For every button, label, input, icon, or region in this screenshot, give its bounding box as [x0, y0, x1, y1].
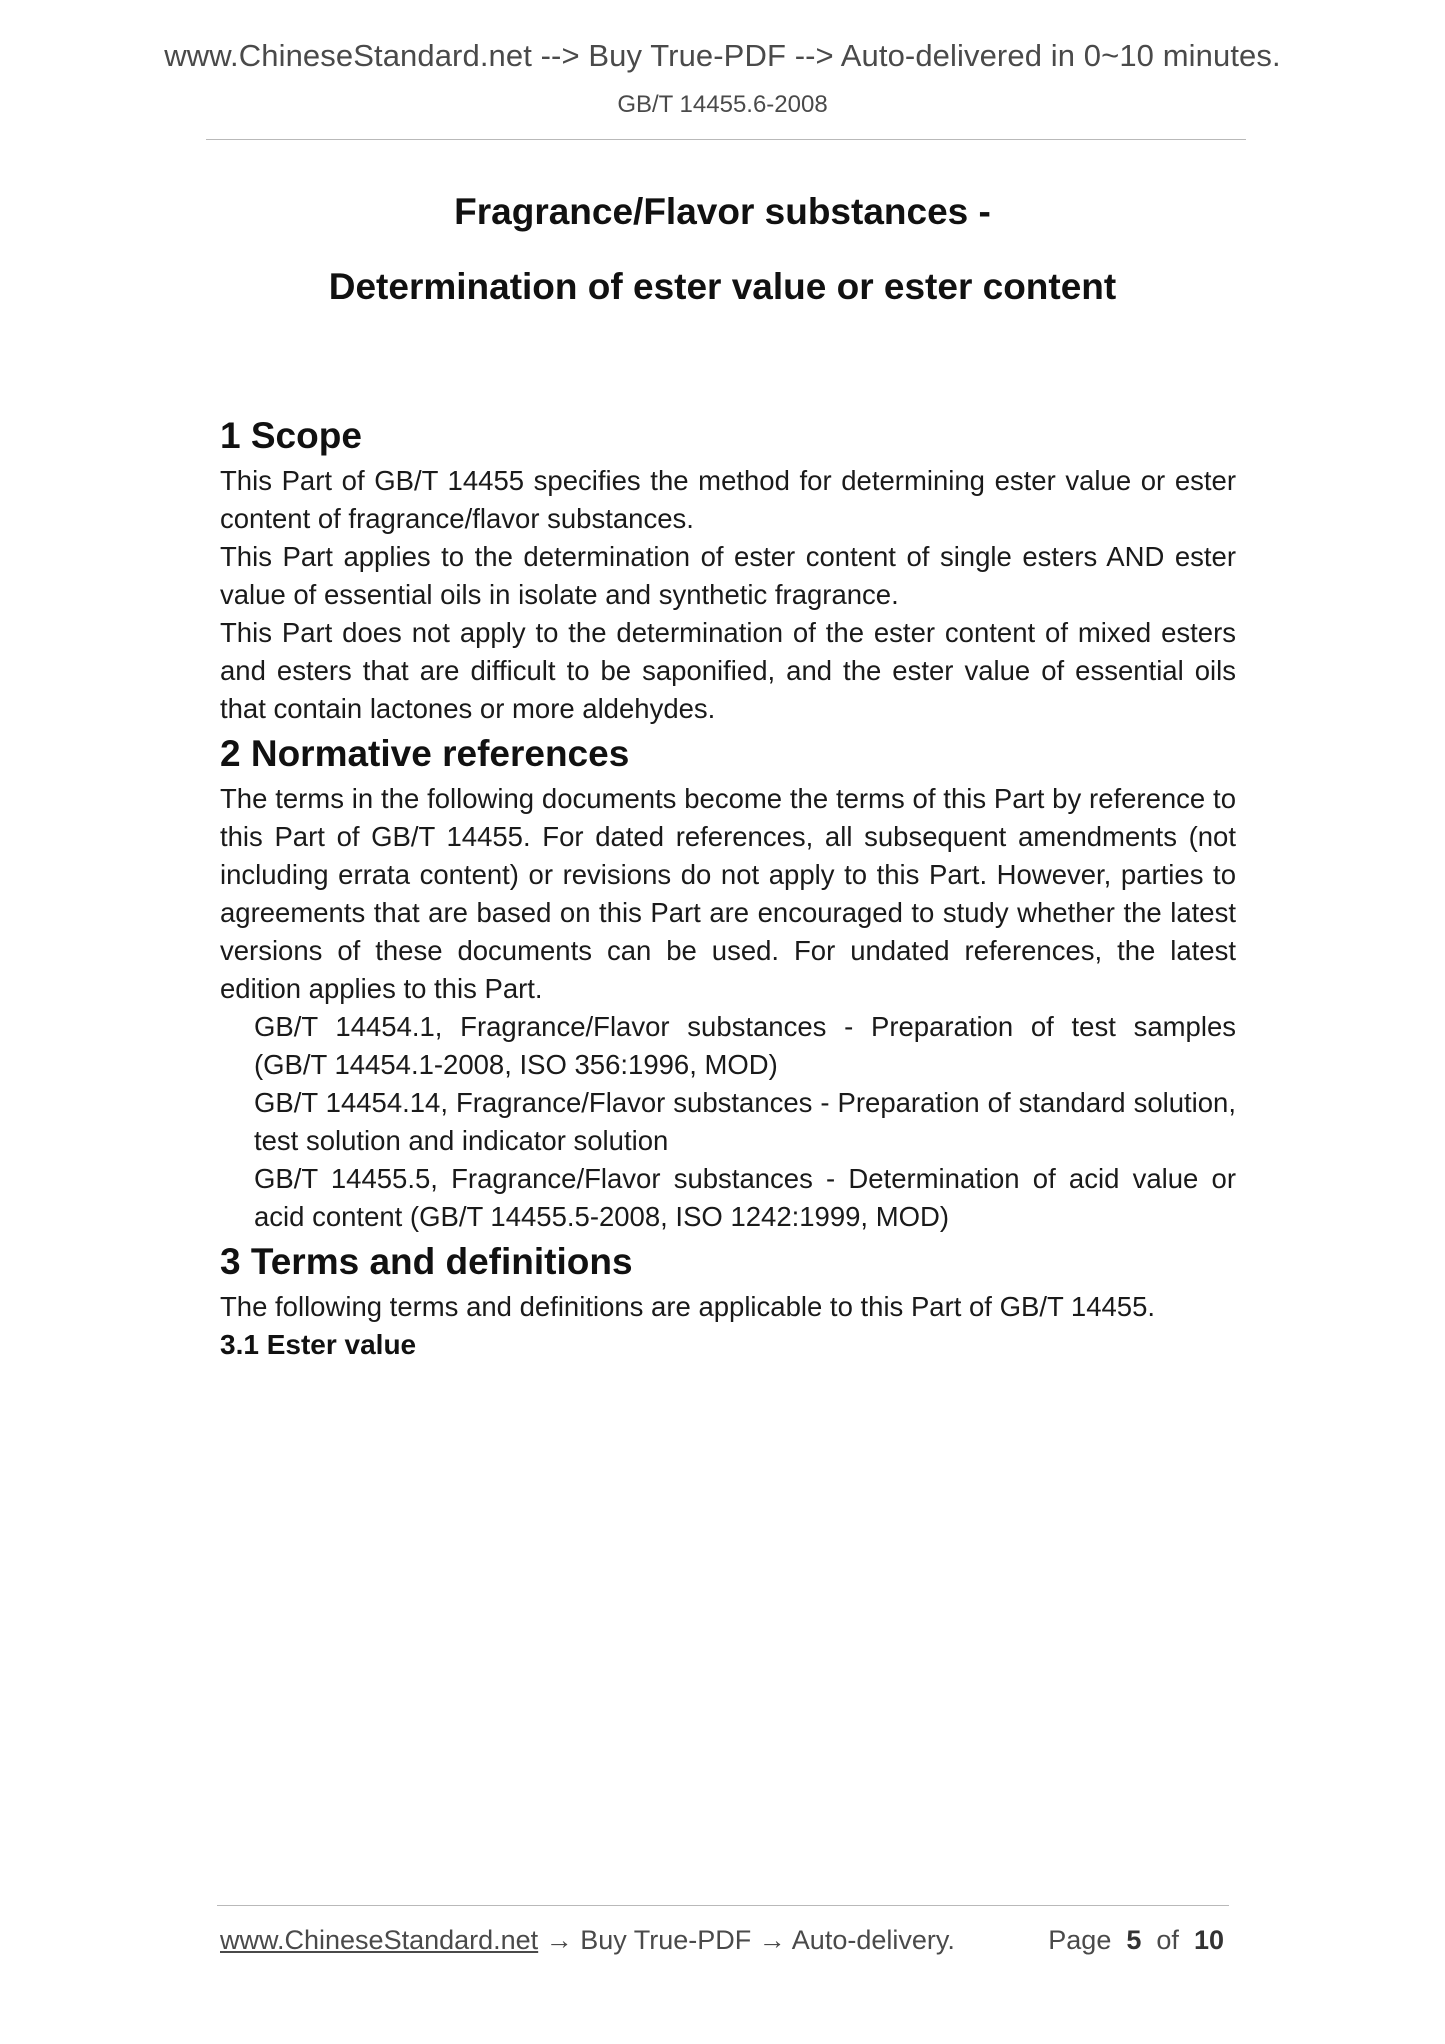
reference-item: GB/T 14454.1, Fragrance/Flavor substances - Preparation of test samples (GB/T 14454.1-2008, ISO 356:1996, MOD) — [254, 1011, 1236, 1080]
footer-divider — [217, 1905, 1229, 1906]
section-heading-scope: 1 Scope — [220, 415, 362, 456]
page-label: Page — [1048, 1925, 1112, 1955]
scope-paragraph-3: This Part does not apply to the determination of the ester content of mixed esters and esters that are difficult to be saponified, and the ester value of essential oils that contain lactones or more aldehydes. — [220, 617, 1236, 724]
terms-paragraph: The following terms and definitions are applicable to this Part of GB/T 14455. — [220, 1291, 1156, 1322]
reference-item: GB/T 14455.5, Fragrance/Flavor substances - Determination of acid value or acid content (GB/T 14455.5-2008, ISO 1242:1999, MOD) — [254, 1163, 1236, 1232]
document-title-line1: Fragrance/Flavor substances - — [454, 191, 991, 232]
section-heading-terms-definitions: 3 Terms and definitions — [220, 1241, 633, 1282]
header-banner: www.ChineseStandard.net --> Buy True-PDF --> Auto-delivered in 0~10 minutes. — [164, 38, 1281, 73]
document-title-line2: Determination of ester value or ester content — [328, 266, 1117, 307]
reference-item: GB/T 14454.14, Fragrance/Flavor substances - Preparation of standard solution, test solution and indicator solution — [254, 1087, 1236, 1156]
footer-promo — [220, 1925, 955, 1956]
page-of-label: of — [1156, 1925, 1179, 1955]
footer-buy-text: Buy True-PDF — [580, 1925, 752, 1955]
scope-paragraph-1: This Part of GB/T 14455 specifies the method for determining ester value or ester content of fragrance/flavor substances. — [220, 465, 1236, 534]
arrow-right-icon: → — [545, 1925, 573, 1955]
normative-paragraph: The terms in the following documents become the terms of this Part by reference to this Part of GB/T 14455. For dated references, all subsequent amendments (not including errata content) or revisions do not apply to this Part. However, parties to agreements that are based on this Part are encouraged to study whether the latest versions of these documents can be used. For undated references, the latest edition applies to this Part. — [220, 783, 1236, 1004]
page-total: 10 — [1193, 1925, 1224, 1955]
footer-website-link[interactable]: www.ChineseStandard.net — [220, 1925, 539, 1955]
arrow-right-icon: → — [758, 1925, 786, 1955]
section-heading-normative-references: 2 Normative references — [220, 733, 630, 774]
subsection-heading-ester-value: 3.1 Ester value — [220, 1329, 417, 1360]
page-indicator — [1048, 1925, 1224, 1956]
header-divider — [206, 139, 1246, 140]
page-current: 5 — [1126, 1925, 1142, 1955]
footer-delivery-text: Auto-delivery. — [791, 1925, 955, 1955]
standard-number: GB/T 14455.6-2008 — [617, 91, 828, 118]
scope-paragraph-2: This Part applies to the determination of ester content of single esters AND ester value of essential oils in isolate and synthetic fragrance. — [220, 541, 1236, 610]
document-body — [220, 410, 1236, 1364]
